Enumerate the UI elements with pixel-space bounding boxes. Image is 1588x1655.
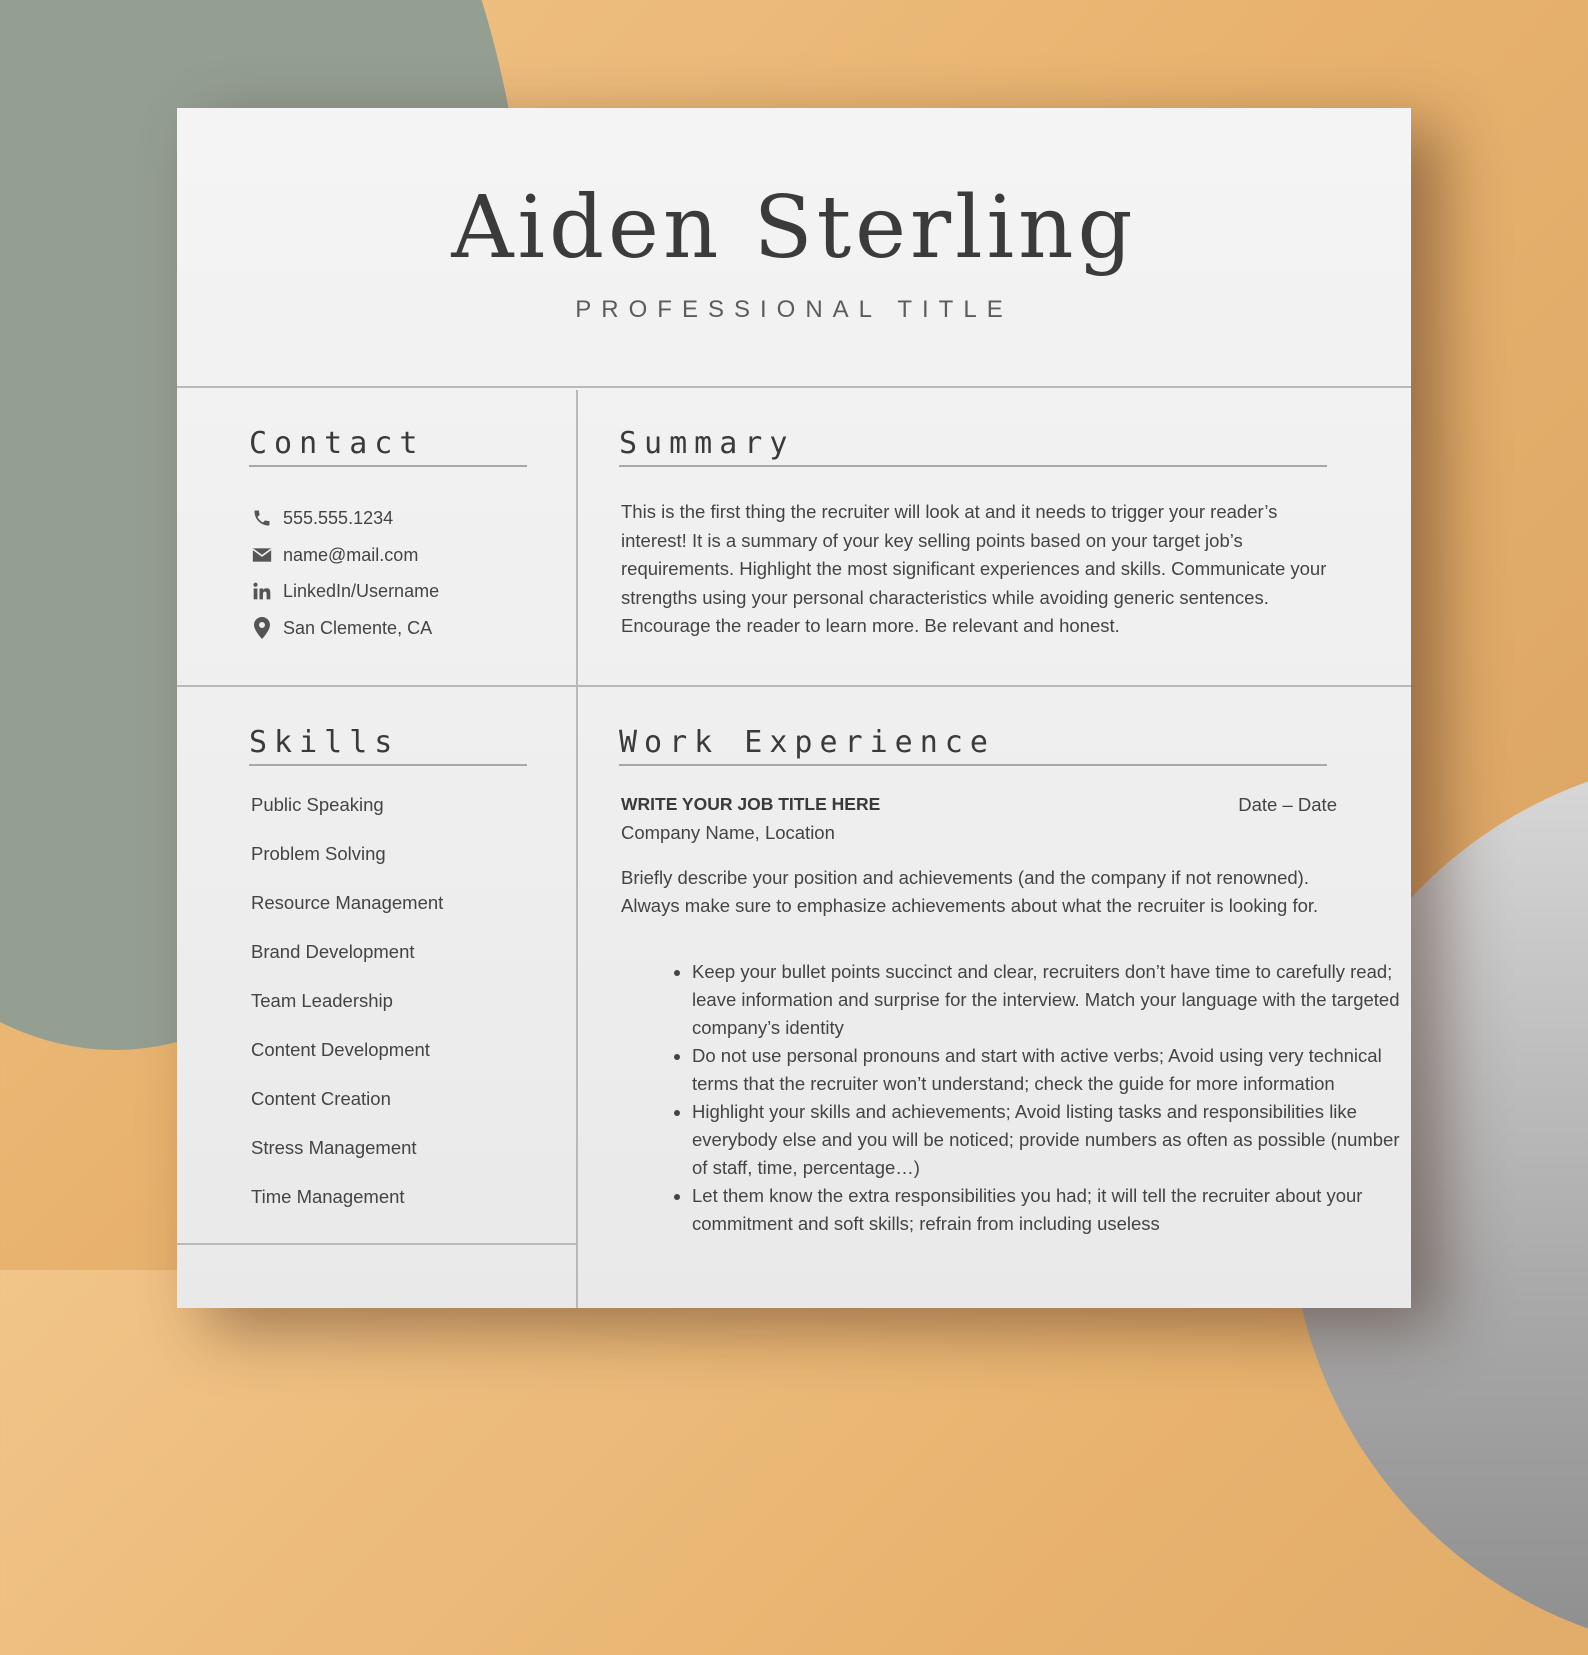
list-item: • Keep your bullet points succinct and clear, recruiters don’t have time to carefully read; leave information and surprise for the interview. Match your language with the targeted company’s identity: [692, 958, 1402, 1042]
skill-item: Brand Development: [251, 941, 415, 962]
skill-item: Public Speaking: [251, 794, 384, 815]
skill-item: Team Leadership: [251, 990, 393, 1011]
job-dates: Date – Date: [1238, 794, 1337, 815]
divider-vertical: [576, 390, 578, 1308]
skill-item: Time Management: [251, 1186, 405, 1207]
phone-text: 555.555.1234: [283, 507, 394, 528]
list-item: • Do not use personal pronouns and start with active verbs; Avoid using very technical terms that the recruiter won’t understand; check the guide for more information: [692, 1042, 1402, 1098]
contact-email: [251, 543, 418, 567]
list-item: • Highlight your skills and achievements; Avoid listing tasks and responsibilities like everybody else and you will be noticed; provide numbers as often as possible (number of staff, time, percentage…): [692, 1098, 1402, 1182]
divider-middle: [177, 685, 1411, 687]
skills-heading: Skills: [249, 725, 527, 766]
phone-icon: [251, 507, 273, 529]
professional-title: PROFESSIONAL TITLE: [575, 296, 1013, 323]
job-title: WRITE YOUR JOB TITLE HERE: [621, 794, 881, 814]
summary-text: This is the first thing the recruiter will look at and it needs to trigger your reader’s interest! It is a summary of your key selling points based on your target job’s requirements. Highlight the most significant experiences and skills. Communicate your strengths using your personal characteristics while avoiding generic sentences. Encourage the reader to learn more. Be relevant and honest.: [621, 501, 1327, 636]
location-pin-icon: [251, 617, 273, 639]
resume-name: Aiden Sterling: [451, 178, 1137, 278]
skill-item: Resource Management: [251, 892, 444, 913]
skill-item: Problem Solving: [251, 843, 386, 864]
contact-linkedin: [251, 579, 439, 603]
mail-icon: [251, 544, 273, 566]
work-experience-heading: Work Experience: [619, 725, 1327, 766]
linkedin-text: LinkedIn/Username: [283, 580, 440, 601]
location-text: San Clemente, CA: [283, 617, 433, 638]
contact-location: [251, 616, 432, 640]
contact-phone: [251, 506, 393, 530]
skill-item: Content Development: [251, 1039, 430, 1060]
list-item: • Let them know the extra responsibilities you had; it will tell the recruiter about your commitment and soft skills; refrain from including useless: [692, 1182, 1402, 1238]
contact-heading: Contact: [249, 426, 527, 467]
company-location: Company Name, Location: [621, 822, 835, 843]
linkedin-icon: [251, 580, 273, 602]
job-description: Briefly describe your position and achievements (and the company if not renowned). Always make sure to emphasize achievements about what the recruiter is looking for.: [621, 867, 1319, 916]
achievement-list: [621, 958, 1402, 1238]
email-text: name@mail.com: [283, 544, 419, 565]
skill-item: Content Creation: [251, 1088, 391, 1109]
summary-heading: Summary: [619, 426, 1327, 467]
divider-top: [177, 386, 1411, 388]
skill-item: Stress Management: [251, 1137, 417, 1158]
divider-bottom-left: [177, 1243, 577, 1245]
resume-page: [177, 108, 1411, 1308]
